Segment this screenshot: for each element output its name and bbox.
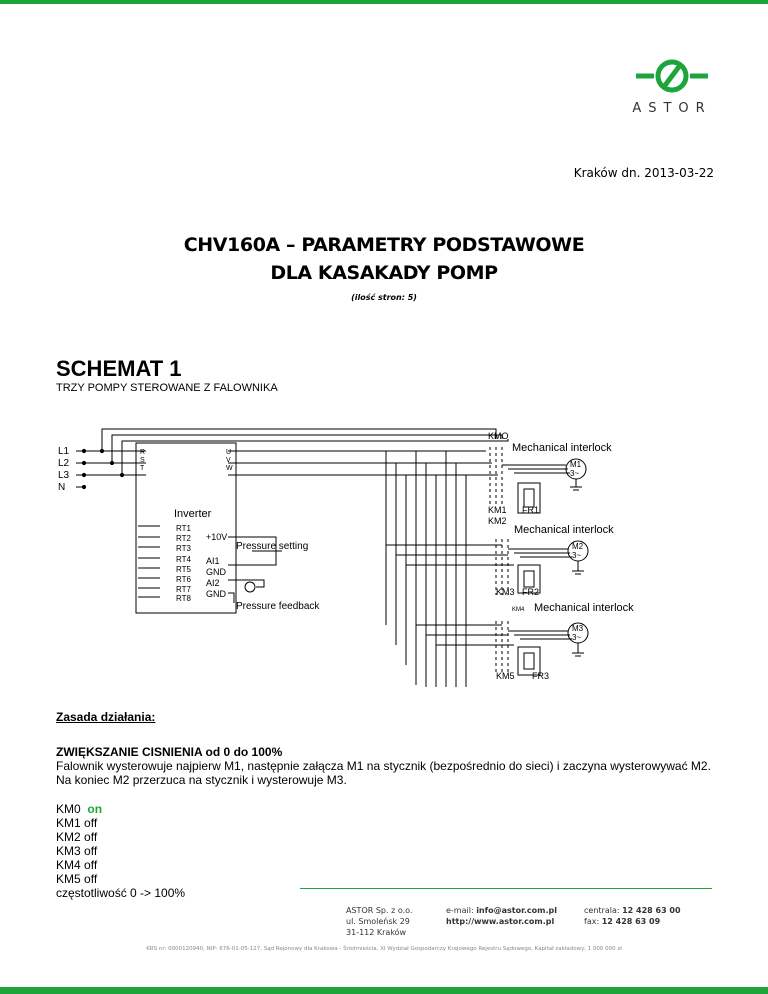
terminal-w: W [226, 465, 233, 472]
page-count: (ilość stron: 5) [351, 293, 417, 302]
m3-label: M3 [572, 624, 584, 633]
footer-contact: e-mail: info@astor.com.pl http://www.astor.com.pl [446, 906, 558, 926]
bypass-wiring [102, 429, 508, 475]
line-label-l2: L2 [58, 458, 70, 469]
interlock-label-2: Mechanical interlock [514, 524, 614, 536]
footer-registry: KRS nr: 0000120940, NIP: 676-01-05-127, Sąd Rejonowy dla Krakowa - Śródmieścia, XI Wydział Gospodarczy Krajowego Rejestru Sądowego, Kapitał zakładowy: 1 000 000 zł [146, 946, 622, 952]
terminal-gnd2: GND [206, 589, 226, 599]
m1-phase: 3~ [570, 469, 580, 478]
m2-phase: 3~ [572, 551, 582, 560]
description-paragraph: Falownik wysterowuje najpierw M1, następnie załącza M1 na stycznik (bezpośrednio do sieci) i zaczyna wysterowywać M2. Na koniec M2 przerzuca na stycznik i wysterowuje M3. [56, 759, 711, 787]
relay-label-7: RT7 [176, 585, 191, 594]
contactor-state-km2: KM2 off [56, 830, 98, 844]
m2-label: M2 [572, 542, 584, 551]
line-label-n: N [58, 482, 66, 493]
document-date: Kraków dn. 2013-03-22 [573, 166, 714, 180]
relay-label-5: RT5 [176, 565, 191, 574]
contactor-state-km0: KM0 on [56, 802, 103, 816]
increase-pressure-heading: ZWIĘKSZANIE CISNIENIA od 0 do 100% [56, 745, 283, 759]
terminal-v: V [226, 457, 231, 464]
relay-label-4: RT4 [176, 555, 191, 564]
terminal-gnd1: GND [206, 567, 226, 577]
relay-contacts [138, 526, 160, 597]
terminal-ai1: AI1 [206, 556, 220, 566]
top-accent-bar [0, 0, 768, 4]
section-subheading: TRZY POMPY STEROWANE Z FALOWNIKA [56, 382, 278, 394]
relay-label-3: RT3 [176, 544, 191, 553]
document-title-line2: DLA KASAKADY POMP [270, 262, 498, 284]
km1-label: KM1 [488, 505, 507, 515]
km4-label: KM4 [512, 607, 525, 613]
terminal-u: U [226, 449, 232, 456]
frequency-line: częstotliwość 0 -> 100% [56, 886, 186, 900]
m3-phase: 3~ [572, 633, 582, 642]
footer-web-link[interactable]: http://www.astor.com.pl [446, 917, 555, 926]
bottom-accent-bar [0, 987, 768, 994]
terminal-ai2: AI2 [206, 578, 220, 588]
logo-text: ASTOR [632, 101, 712, 116]
terminal-s: S [140, 457, 145, 464]
pressure-setting-label: Pressure setting [236, 541, 309, 552]
line-label-l3: L3 [58, 470, 70, 481]
footer-divider [300, 888, 712, 889]
relay-label-6: RT6 [176, 575, 191, 584]
inverter-label: Inverter [174, 508, 212, 520]
contactor-state-km5: KM5 off [56, 872, 98, 886]
line-label-l1: L1 [58, 446, 70, 457]
fr1-label: FR1 [522, 505, 540, 515]
section-heading: SCHEMAT 1 [56, 356, 182, 381]
contactor-state-km1: KM1 off [56, 816, 98, 830]
state-on-badge: on [87, 802, 103, 816]
footer-phones: centrala: 12 428 63 00 fax: 12 428 63 09 [584, 906, 681, 926]
km3-label: KM3 [496, 587, 515, 597]
interlock-label-3: Mechanical interlock [534, 602, 634, 614]
m1-label: M1 [570, 460, 582, 469]
principle-heading: Zasada działania: [56, 710, 156, 724]
terminal-10v: +10V [206, 532, 228, 542]
wiring-diagram [56, 425, 656, 687]
document-title-line1: CHV160A – PARAMETRY PODSTAWOWE [183, 234, 585, 256]
km5-label: KM5 [496, 671, 515, 681]
interlock-label-1: Mechanical interlock [512, 442, 612, 454]
pressure-feedback-label: Pressure feedback [236, 601, 320, 612]
km2-label: KM2 [488, 516, 507, 526]
footer-address: ASTOR Sp. z o.o. ul. Smoleńsk 29 31-112 Kraków [346, 906, 413, 937]
relay-label-8: RT8 [176, 594, 191, 603]
contactor-state-km3: KM3 off [56, 844, 98, 858]
relay-label-2: RT2 [176, 534, 191, 543]
contactor-buses [386, 451, 514, 687]
km0-label: KMO [488, 431, 509, 441]
terminal-t: T [140, 465, 145, 472]
terminal-r: R [140, 449, 146, 456]
motor1-group [490, 447, 586, 513]
contactor-state-km4: KM4 off [56, 858, 98, 872]
fr3-label: FR3 [532, 671, 550, 681]
fr2-label: FR2 [522, 587, 540, 597]
relay-label-1: RT1 [176, 524, 191, 533]
footer-email-link[interactable]: info@astor.com.pl [476, 906, 558, 915]
